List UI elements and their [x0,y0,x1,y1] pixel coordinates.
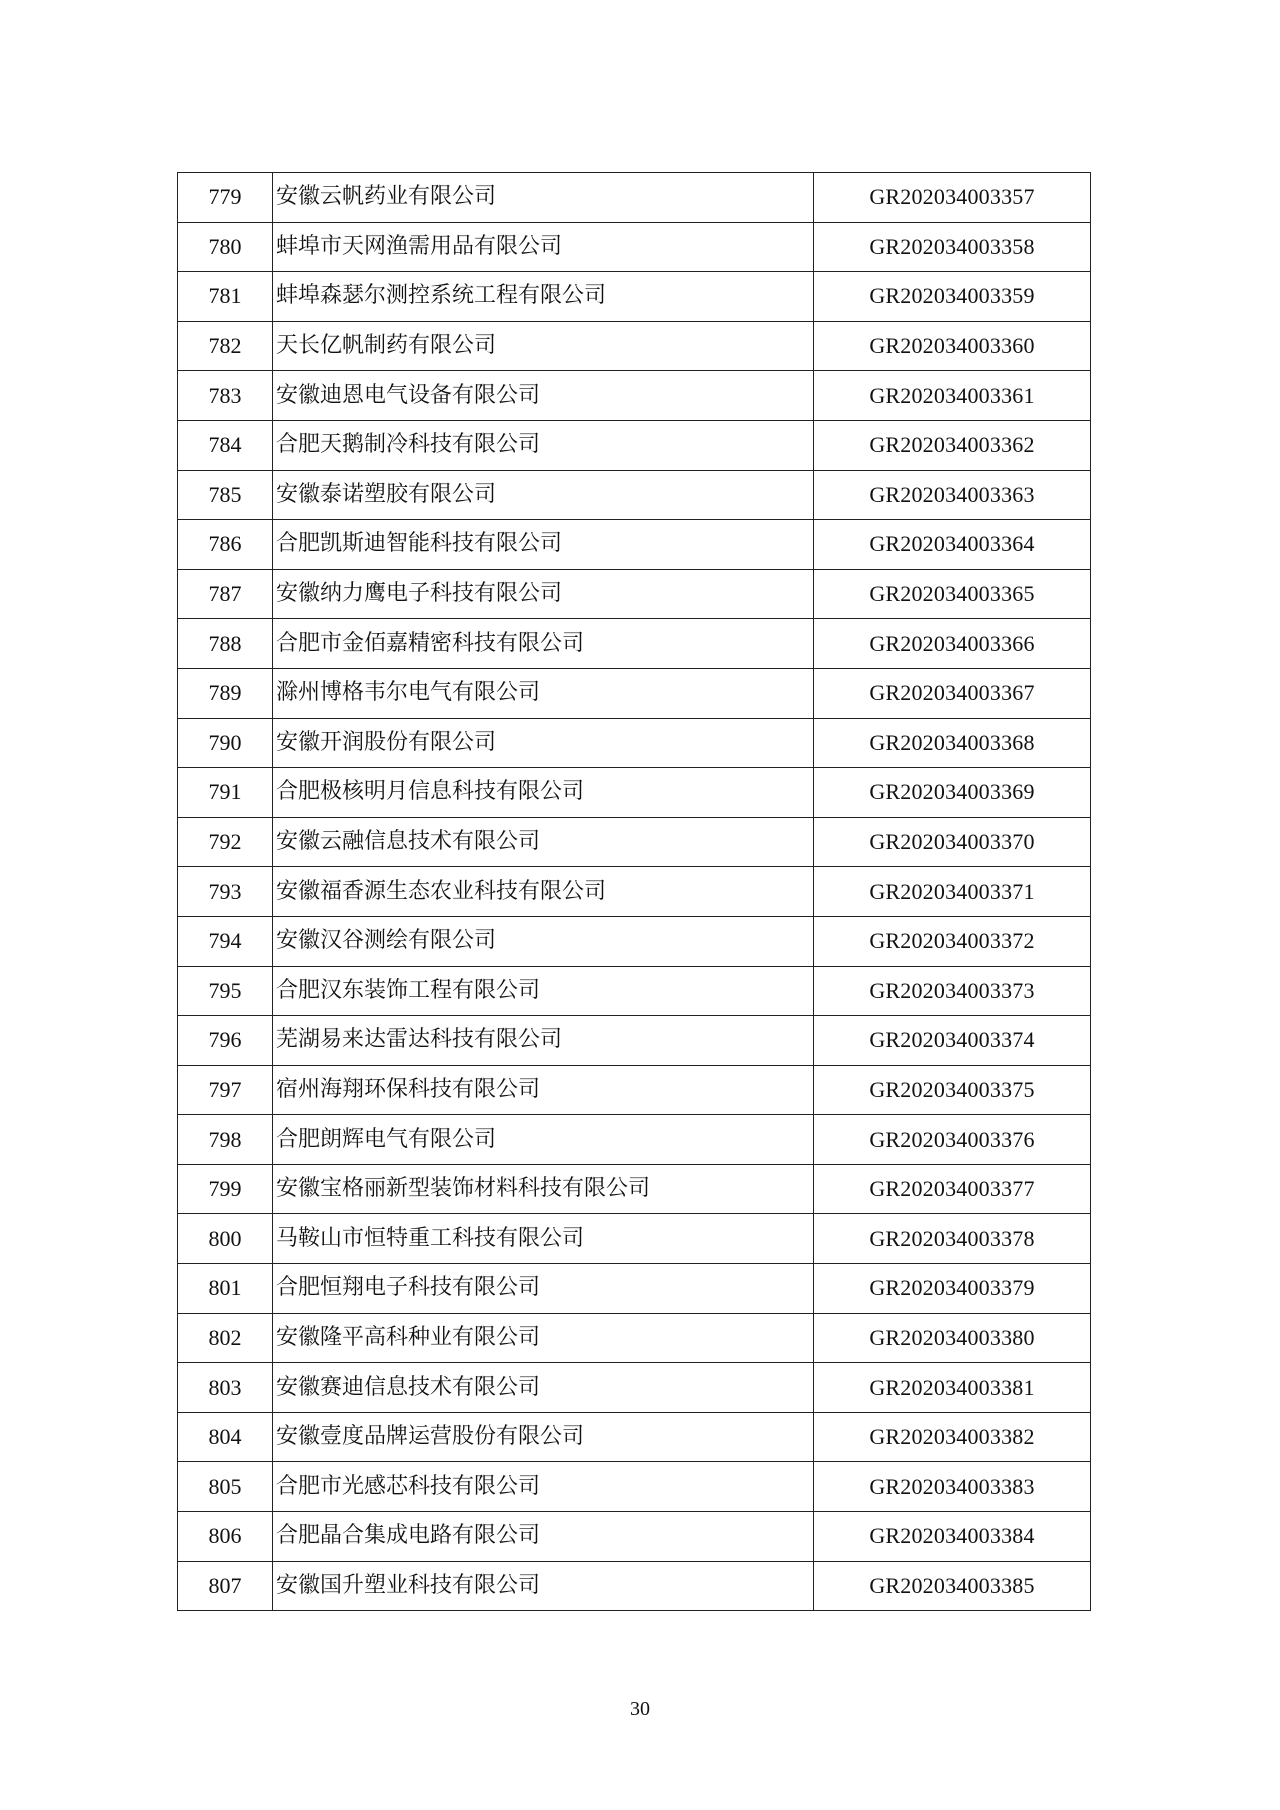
row-number-cell: 804 [178,1412,273,1462]
certificate-code-cell: GR202034003365 [814,569,1091,619]
table-row [178,1462,1091,1512]
company-name-cell: 马鞍山市恒特重工科技有限公司 [273,1214,814,1264]
table-row [178,916,1091,966]
certificate-code-cell: GR202034003378 [814,1214,1091,1264]
company-name-cell: 安徽开润股份有限公司 [273,718,814,768]
company-name-cell: 安徽宝格丽新型装饰材料科技有限公司 [273,1164,814,1214]
table-row [178,470,1091,520]
company-name-cell: 合肥凯斯迪智能科技有限公司 [273,520,814,570]
table-row [178,668,1091,718]
row-number-cell: 783 [178,371,273,421]
company-name-cell: 芜湖易来达雷达科技有限公司 [273,1016,814,1066]
company-name-cell: 合肥市光感芯科技有限公司 [273,1462,814,1512]
company-name-cell: 安徽隆平高科种业有限公司 [273,1313,814,1363]
company-name-cell: 蚌埠森瑟尔测控系统工程有限公司 [273,272,814,322]
row-number-cell: 785 [178,470,273,520]
row-number-cell: 807 [178,1561,273,1611]
table-row [178,718,1091,768]
certificate-code-cell: GR202034003371 [814,867,1091,917]
page-number: 30 [630,1698,650,1720]
certificate-code-cell: GR202034003363 [814,470,1091,520]
row-number-cell: 782 [178,321,273,371]
certificate-code-cell: GR202034003383 [814,1462,1091,1512]
table-row [178,1164,1091,1214]
row-number-cell: 793 [178,867,273,917]
table-row [178,1264,1091,1314]
row-number-cell: 788 [178,619,273,669]
row-number-cell: 797 [178,1065,273,1115]
certificate-code-cell: GR202034003366 [814,619,1091,669]
table-row [178,1115,1091,1165]
company-name-cell: 合肥极核明月信息科技有限公司 [273,768,814,818]
table-row [178,1065,1091,1115]
certificate-code-cell: GR202034003370 [814,817,1091,867]
table-row [178,1561,1091,1611]
certificate-code-cell: GR202034003381 [814,1363,1091,1413]
row-number-cell: 794 [178,916,273,966]
table-row [178,272,1091,322]
company-name-cell: 安徽福香源生态农业科技有限公司 [273,867,814,917]
certificate-code-cell: GR202034003382 [814,1412,1091,1462]
table-row [178,1313,1091,1363]
company-name-cell: 合肥天鹅制冷科技有限公司 [273,420,814,470]
company-name-cell: 安徽云帆药业有限公司 [273,173,814,223]
company-name-cell: 安徽迪恩电气设备有限公司 [273,371,814,421]
certificate-code-cell: GR202034003367 [814,668,1091,718]
table-row [178,867,1091,917]
row-number-cell: 803 [178,1363,273,1413]
company-name-cell: 合肥晶合集成电路有限公司 [273,1512,814,1562]
table-row [178,420,1091,470]
table-row [178,966,1091,1016]
certificate-code-cell: GR202034003375 [814,1065,1091,1115]
row-number-cell: 779 [178,173,273,223]
company-name-cell: 天长亿帆制药有限公司 [273,321,814,371]
company-name-cell: 合肥市金佰嘉精密科技有限公司 [273,619,814,669]
company-name-cell: 安徽泰诺塑胶有限公司 [273,470,814,520]
table-row [178,371,1091,421]
table-row [178,1363,1091,1413]
certificate-code-cell: GR202034003385 [814,1561,1091,1611]
certificate-code-cell: GR202034003373 [814,966,1091,1016]
company-name-cell: 宿州海翔环保科技有限公司 [273,1065,814,1115]
certificate-code-cell: GR202034003359 [814,272,1091,322]
table-row [178,1214,1091,1264]
table-row [178,768,1091,818]
table-row [178,321,1091,371]
company-name-cell: 安徽壹度品牌运营股份有限公司 [273,1412,814,1462]
row-number-cell: 801 [178,1264,273,1314]
table-row [178,619,1091,669]
row-number-cell: 781 [178,272,273,322]
row-number-cell: 790 [178,718,273,768]
row-number-cell: 789 [178,668,273,718]
company-name-cell: 滁州博格韦尔电气有限公司 [273,668,814,718]
table-row [178,1512,1091,1562]
row-number-cell: 798 [178,1115,273,1165]
certificate-code-cell: GR202034003379 [814,1264,1091,1314]
certificate-code-cell: GR202034003360 [814,321,1091,371]
certificate-code-cell: GR202034003384 [814,1512,1091,1562]
certificate-code-cell: GR202034003368 [814,718,1091,768]
certificate-code-cell: GR202034003376 [814,1115,1091,1165]
company-name-cell: 蚌埠市天网渔需用品有限公司 [273,222,814,272]
row-number-cell: 784 [178,420,273,470]
certificate-code-cell: GR202034003362 [814,420,1091,470]
table-row [178,222,1091,272]
company-name-cell: 安徽赛迪信息技术有限公司 [273,1363,814,1413]
company-name-cell: 安徽国升塑业科技有限公司 [273,1561,814,1611]
certificate-code-cell: GR202034003372 [814,916,1091,966]
table-row [178,1412,1091,1462]
certificate-code-cell: GR202034003361 [814,371,1091,421]
table-row [178,817,1091,867]
row-number-cell: 800 [178,1214,273,1264]
row-number-cell: 799 [178,1164,273,1214]
table-row [178,1016,1091,1066]
table-body [178,173,1091,1611]
company-name-cell: 安徽云融信息技术有限公司 [273,817,814,867]
row-number-cell: 786 [178,520,273,570]
row-number-cell: 802 [178,1313,273,1363]
row-number-cell: 796 [178,1016,273,1066]
certificate-code-cell: GR202034003357 [814,173,1091,223]
company-name-cell: 合肥汉东装饰工程有限公司 [273,966,814,1016]
table-row [178,569,1091,619]
company-name-cell: 合肥恒翔电子科技有限公司 [273,1264,814,1314]
certificate-code-cell: GR202034003369 [814,768,1091,818]
company-name-cell: 合肥朗辉电气有限公司 [273,1115,814,1165]
company-name-cell: 安徽纳力鹰电子科技有限公司 [273,569,814,619]
row-number-cell: 795 [178,966,273,1016]
row-number-cell: 787 [178,569,273,619]
row-number-cell: 805 [178,1462,273,1512]
table-row [178,520,1091,570]
row-number-cell: 780 [178,222,273,272]
certificate-code-cell: GR202034003374 [814,1016,1091,1066]
company-table [177,172,1091,1611]
certificate-code-cell: GR202034003358 [814,222,1091,272]
row-number-cell: 806 [178,1512,273,1562]
certificate-code-cell: GR202034003380 [814,1313,1091,1363]
row-number-cell: 792 [178,817,273,867]
company-name-cell: 安徽汉谷测绘有限公司 [273,916,814,966]
certificate-code-cell: GR202034003377 [814,1164,1091,1214]
row-number-cell: 791 [178,768,273,818]
certificate-code-cell: GR202034003364 [814,520,1091,570]
table-row [178,173,1091,223]
